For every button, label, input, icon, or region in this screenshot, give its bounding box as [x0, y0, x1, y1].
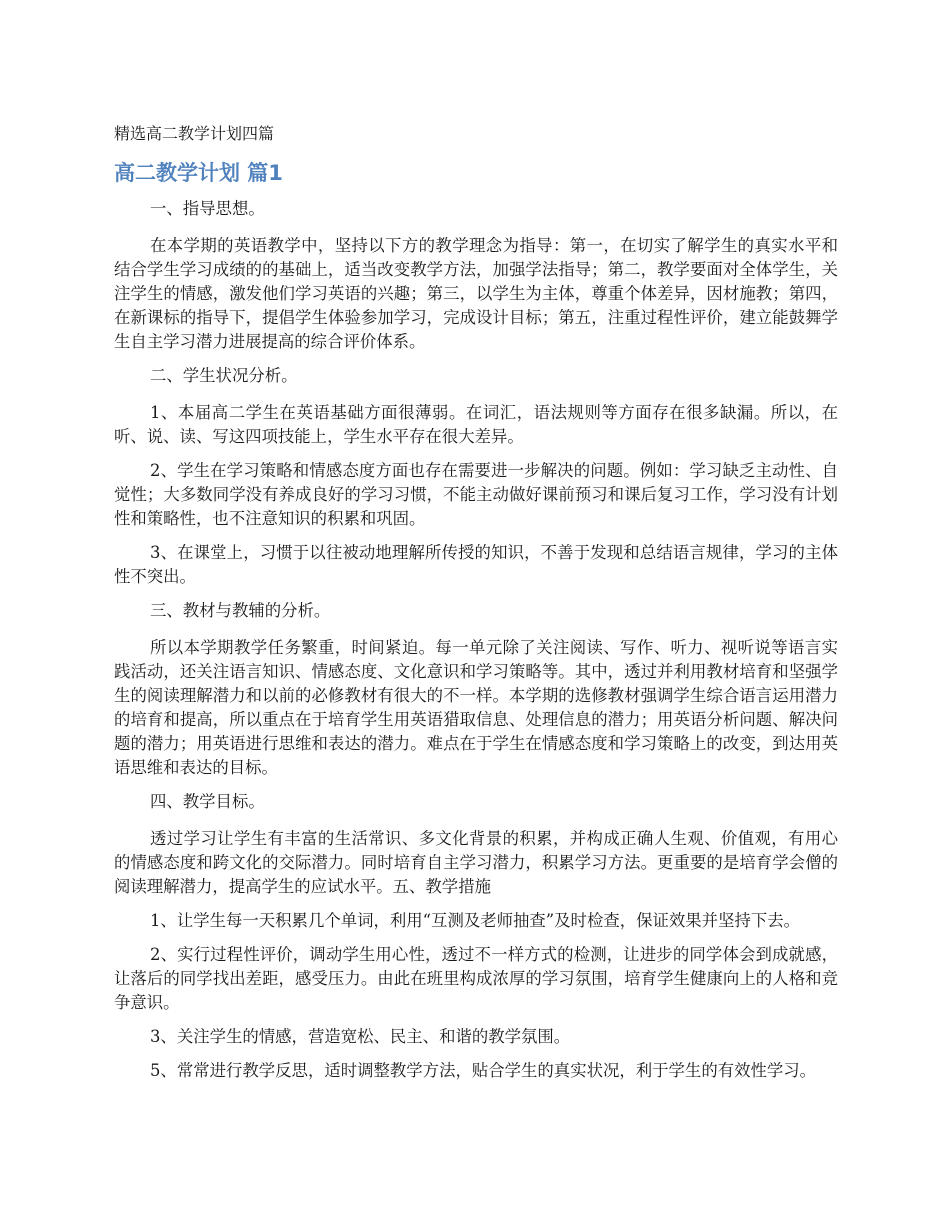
paragraph-student-analysis-1: 1、本届高二学生在英语基础方面很薄弱。在词汇，语法规则等方面存在很多缺漏。所以，在听、说、读、写这四项技能上，学生水平存在很大差异。	[114, 403, 838, 446]
paragraph-textbook-analysis: 所以本学期教学任务繁重，时间紧迫。每一单元除了关注阅读、写作、听力、视听说等语言实践活动，还关注语言知识、情感态度、文化意识和学习策略等。其中，透过并利用教材培育和坚强学生的阅读理解潜力和以前的必修教材有很大的不一样。本学期的选修教材强调学生综合语言运用潜力的培育和提高，所以重点在于培育学生用英语猎取信息、处理信息的潜力；用英语分析问题、解决问题的潜力；用英语进行思维和表达的潜力。难点在于学生在情感态度和学习策略上的改变，到达用英语思维和表达的目标。	[114, 638, 838, 777]
paragraph-measure-3: 3、关注学生的情感，营造宽松、民主、和谐的教学氛围。	[150, 1027, 571, 1046]
paragraph-student-analysis-3: 3、在课堂上，习惯于以往被动地理解所传授的知识，不善于发现和总结语言规律，学习的主体性不突出。	[114, 543, 838, 586]
section-heading: 高二教学计划 篇1	[114, 161, 283, 185]
paragraph-measure-2: 2、实行过程性评价，调动学生用心性，透过不一样方式的检测，让进步的同学体会到成就感，让落后的同学找出差距，感受压力。由此在班里构成浓厚的学习氛围，培育学生健康向上的人格和竞争意识。	[114, 945, 838, 1012]
heading-textbook-analysis: 三、教材与教辅的分析。	[150, 601, 331, 620]
heading-guiding-ideology: 一、指导思想。	[150, 199, 265, 218]
heading-student-analysis: 二、学生状况分析。	[150, 366, 298, 385]
paragraph-measure-5: 5、常常进行教学反思，适时调整教学方法，贴合学生的真实状况，利于学生的有效性学习。	[150, 1061, 817, 1080]
paragraph-guiding-ideology: 在本学期的英语教学中，坚持以下方的教学理念为指导：第一，在切实了解学生的真实水平和结合学生学习成绩的的基础上，适当改变教学方法，加强学法指导；第二，教学要面对全体学生，关注学生的情感，激发他们学习英语的兴趣；第三，以学生为主体，尊重个体差异，因材施教；第四，在新课标的指导下，提倡学生体验参加学习，完成设计目标；第五，注重过程性评价，建立能鼓舞学生自主学习潜力进展提高的综合评价体系。	[114, 236, 838, 351]
heading-teaching-goals: 四、教学目标。	[150, 792, 265, 811]
document-title: 精选高二教学计划四篇	[114, 124, 275, 143]
paragraph-measure-1: 1、让学生每一天积累几个单词，利用“互测及老师抽查”及时检查，保证效果并坚持下去。	[150, 911, 801, 930]
paragraph-teaching-goals: 透过学习让学生有丰富的生活常识、多文化背景的积累，并构成正确人生观、价值观，有用心的情感态度和跨文化的交际潜力。同时培育自主学习潜力，积累学习方法。更重要的是培育学会僧的阅读理解潜力，提高学生的应试水平。五、教学措施	[114, 829, 838, 896]
paragraph-student-analysis-2: 2、学生在学习策略和情感态度方面也存在需要进一步解决的问题。例如：学习缺乏主动性、自觉性；大多数同学没有养成良好的学习习惯，不能主动做好课前预习和课后复习工作，学习没有计划性和策略性，也不注意知识的积累和巩固。	[114, 461, 838, 528]
